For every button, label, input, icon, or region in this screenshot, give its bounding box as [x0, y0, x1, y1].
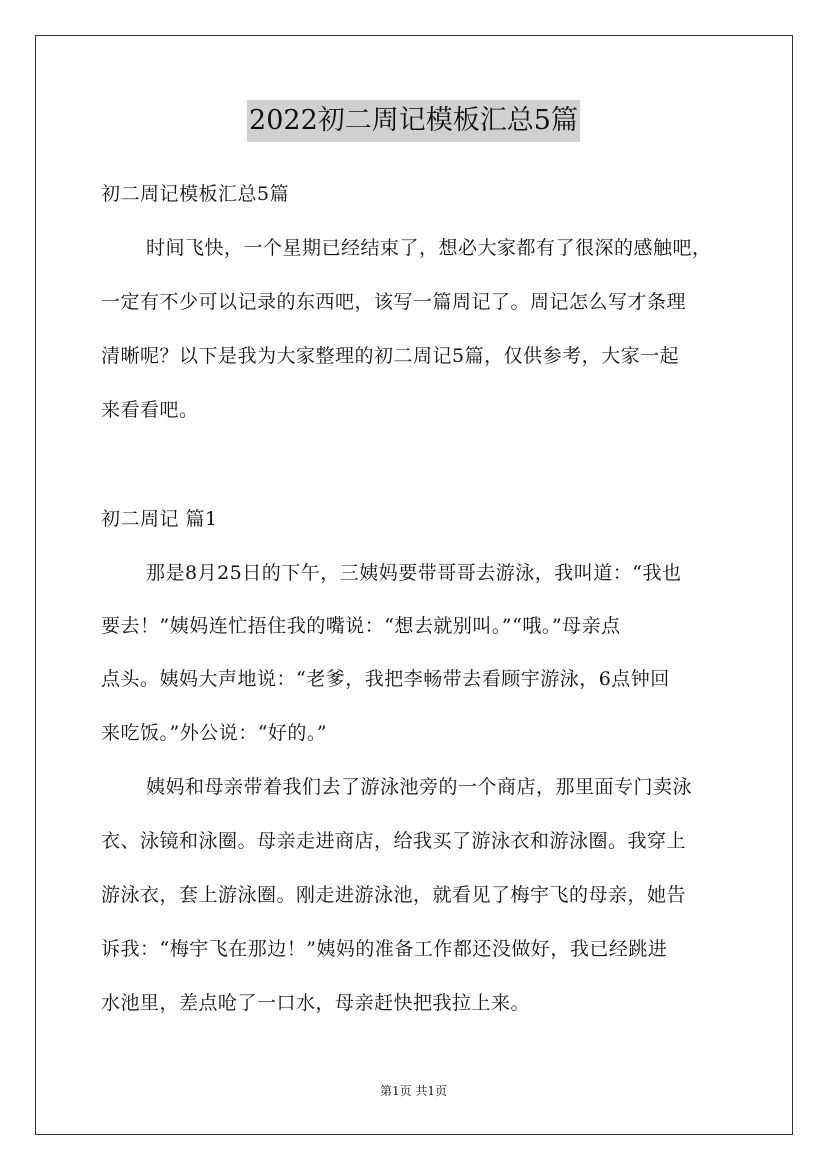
intro-line: 清晰呢？以下是我为大家整理的初二周记5篇，仅供参考，大家一起 — [101, 345, 680, 367]
paragraph-line: 要去！”姨妈连忙捂住我的嘴说：“想去就别叫。”“哦。”母亲点 — [101, 615, 621, 637]
paragraph-line: 衣、泳镜和泳圈。母亲走进商店，给我买了游泳衣和游泳圈。我穿上 — [101, 830, 687, 852]
paragraph-line: 点头。姨妈大声地说：“老爹，我把李畅带去看顾宇游泳，6点钟回 — [101, 668, 670, 690]
paragraph-line: 那是8月25日的下午，三姨妈要带哥哥去游泳，我叫道：“我也 — [146, 562, 682, 584]
section-heading: 初二周记 篇1 — [101, 508, 218, 530]
paragraph-line: 来吃饭。”外公说：“好的。” — [101, 722, 328, 744]
intro-line: 来看看吧。 — [101, 399, 199, 421]
paragraph-line: 姨妈和母亲带着我们去了游泳池旁的一个商店，那里面专门卖泳 — [146, 776, 693, 798]
document-subtitle: 初二周记模板汇总5篇 — [101, 183, 290, 205]
intro-line: 时间飞快，一个星期已经结束了，想必大家都有了很深的感触吧， — [146, 237, 712, 259]
document-title: 2022初二周记模板汇总5篇 — [247, 100, 580, 142]
paragraph-line: 游泳衣，套上游泳圈。刚走进游泳池，就看见了梅宇飞的母亲，她告 — [101, 884, 687, 906]
paragraph-line: 诉我：“梅宇飞在那边！”姨妈的准备工作都还没做好，我已经跳进 — [101, 938, 668, 960]
page-number-footer: 第1页 共1页 — [379, 1084, 448, 1098]
intro-line: 一定有不少可以记录的东西吧，该写一篇周记了。周记怎么写才条理 — [101, 291, 687, 313]
paragraph-line: 水池里，差点呛了一口水，母亲赶快把我拉上来。 — [101, 992, 531, 1014]
title-container — [0, 100, 827, 142]
